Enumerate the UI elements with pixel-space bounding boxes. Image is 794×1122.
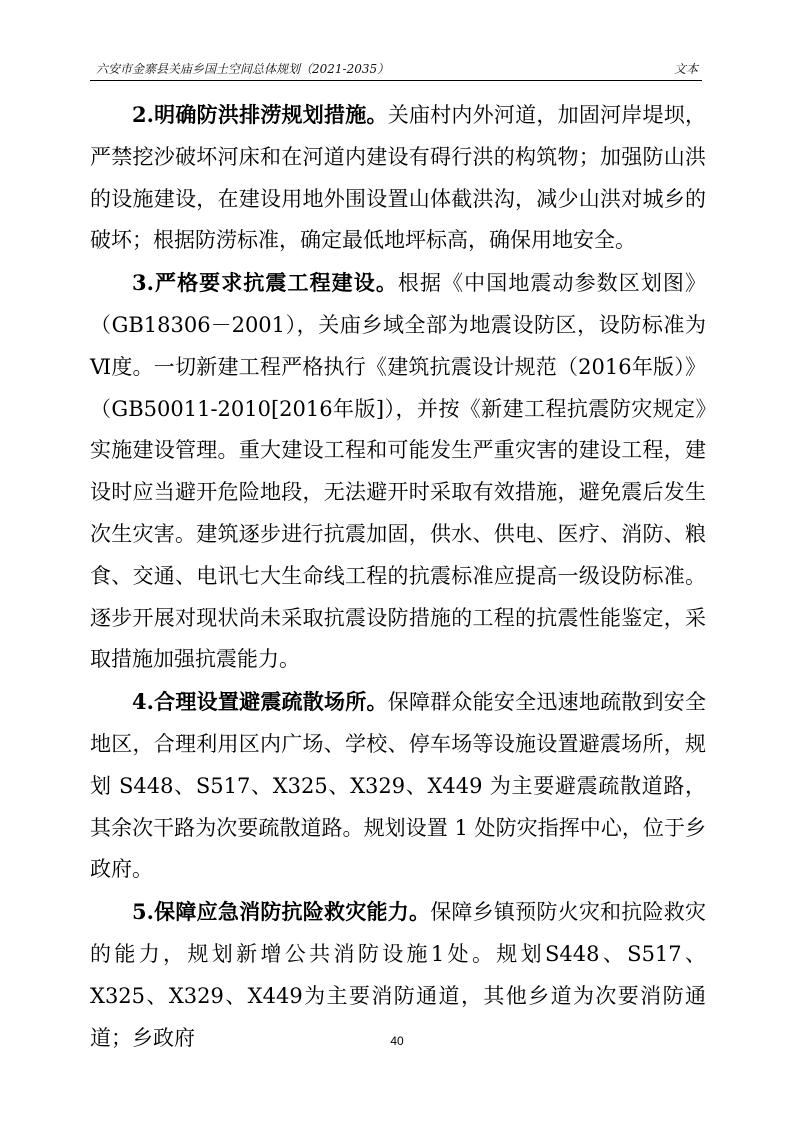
page-header xyxy=(90,58,702,81)
document-title: 六安市金寨县关庙乡国土空间总体规划（2021-2035） xyxy=(96,62,390,76)
paragraph-heading: 4.合理设置避震疏散场所。 xyxy=(132,689,388,715)
paragraph-text: 根据《中国地震动参数区划图》（GB18306－2001），关庙乡域全部为地震设防区，设防标准为Ⅵ度。一切新建工程严格执行《建筑抗震设计规范（2016年版）》（GB50011-2010[2016年版]），并按《新建工程抗震防灾规定》实施建设管理。重大建设工程和可能发生严重灾害的建设工程，建设时应当避开危险地段，无法避开时采取有效措施，避免震后发生次生灾害。建筑逐步进行抗震加固，供水、供电、医疗、消防、粮食、交通、电讯七大生命线工程的抗震标准应提高一级设防标准。逐步开展对现状尚未采取抗震设防措施的工程的抗震性能鉴定，采取措施加强抗震能力。 xyxy=(90,271,707,672)
paragraph-flood-control xyxy=(90,94,706,262)
paragraph-heading: 3.严格要求抗震工程建设。 xyxy=(132,270,398,296)
paragraph-heading: 5.保障应急消防抗险救灾能力。 xyxy=(132,899,431,925)
section-label: 文本 xyxy=(673,62,698,76)
page-body xyxy=(90,94,706,1059)
paragraph-text: 关庙村内外河道，加固河岸堤坝，严禁挖沙破坏河床和在河道内建设有碍行洪的构筑物；加强防山洪的设施建设，在建设用地外围设置山体截洪沟，减少山洪对城乡的破坏；根据防涝标准，确定最低地坪标高，确保用地安全。 xyxy=(90,103,707,253)
paragraph-text: 保障乡镇预防火灾和抗险救灾的能力，规划新增公共消防设施1处。规划S448、S517、X325、X329、X449为主要消防通道，其他乡道为次要消防通道；乡政府 xyxy=(90,900,707,1050)
paragraph-evacuation-sites xyxy=(90,681,706,891)
paragraph-heading: 2.明确防洪排涝规划措施。 xyxy=(132,102,388,127)
paragraph-text: 保障群众能安全迅速地疏散到安全地区，合理利用区内广场、学校、停车场等设施设置避震场所，规划 S448、S517、X325、X329、X449 为主要避震疏散道路，其余次干路为次要疏散道路。规划设置 1 处防灾指挥中心，位于乡政府。 xyxy=(90,690,707,882)
page-number: 40 xyxy=(390,1034,404,1048)
paragraph-seismic-construction xyxy=(90,262,706,681)
